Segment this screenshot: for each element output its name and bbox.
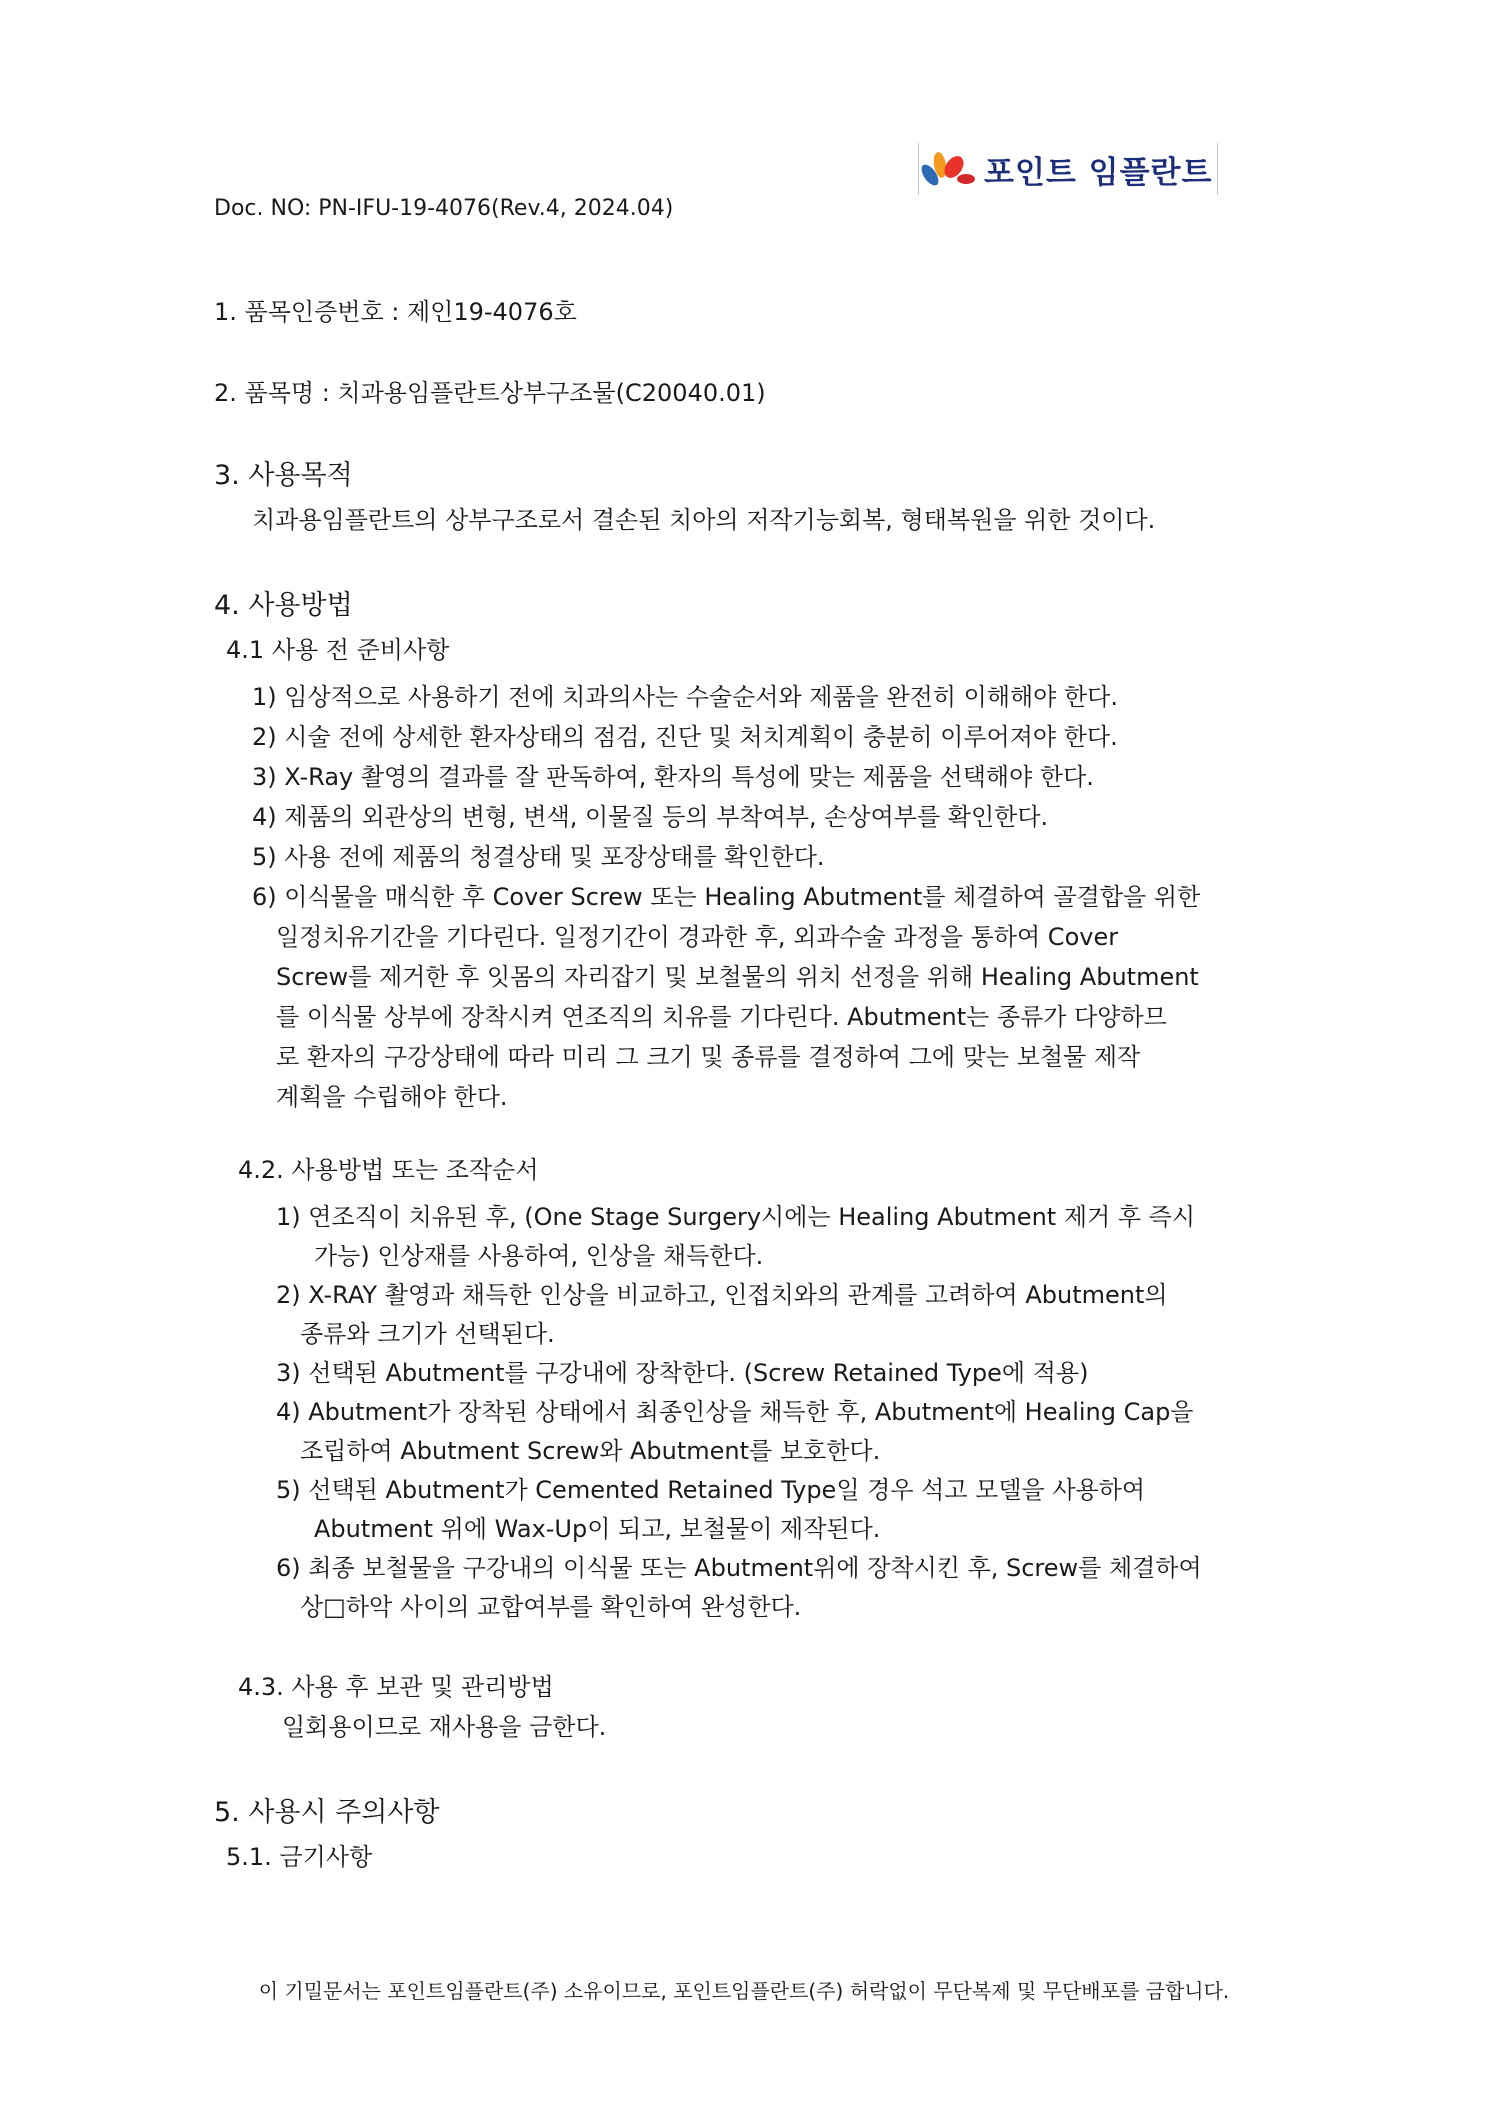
section-4-3-body: 일회용이므로 재사용을 금한다. [282,1713,607,1741]
section-3-body: 치과용임플란트의 상부구조로서 결손된 치아의 저작기능회복, 형태복원을 위한 것이다. [252,506,1156,534]
s41-line: 6) 이식물을 매식한 후 Cover Screw 또는 Healing Abutment를 체결하여 골결합을 위한 [252,883,1201,911]
s42-line: 2) X-RAY 촬영과 채득한 인상을 비교하고, 인접치와의 관계를 고려하여 Abutment의 [276,1281,1168,1309]
s41-line: 로 환자의 구강상태에 따라 미리 그 크기 및 종류를 결정하여 그에 맞는 보철물 제작 [276,1043,1141,1071]
section-3-title: 3. 사용목적 [214,460,353,491]
s42-line: 상□하악 사이의 교합여부를 확인하여 완성한다. [300,1593,802,1621]
s42-line: 종류와 크기가 선택된다. [300,1320,555,1348]
doc-number: Doc. NO: PN-IFU-19-4076(Rev.4, 2024.04) [214,196,674,221]
s42-line: 가능) 인상재를 사용하여, 인상을 채득한다. [314,1242,764,1270]
confidentiality-footer: 이 기밀문서는 포인트임플란트(주) 소유이므로, 포인트임플란트(주) 허락없이 무단복제 및 무단배포를 금합니다. [258,1979,1230,2003]
s41-line: 1) 임상적으로 사용하기 전에 치과의사는 수술순서와 제품을 완전히 이해해야 한다. [252,683,1118,711]
petal-logo-icon [918,149,976,189]
logo-right-rule [1217,143,1218,195]
s42-line: 5) 선택된 Abutment가 Cemented Retained Type일 경우 석고 모델을 사용하여 [276,1476,1146,1504]
s42-line: 1) 연조직이 치유된 후, (One Stage Surgery시에는 Healing Abutment 제거 후 즉시 [276,1203,1196,1231]
s41-line: 4) 제품의 외관상의 변형, 변색, 이물질 등의 부착여부, 손상여부를 확인한다. [252,803,1049,831]
s41-line: 계획을 수립해야 한다. [276,1083,508,1111]
s41-line: Screw를 제거한 후 잇몸의 자리잡기 및 보철물의 위치 선정을 위해 Healing Abutment [276,963,1199,991]
s41-line: 일정치유기간을 기다린다. 일정기간이 경과한 후, 외과수술 과정을 통하여 Cover [276,923,1119,951]
section-2-product-name: 2. 품목명 : 치과용임플란트상부구조물(C20040.01) [214,379,766,407]
s42-line: Abutment 위에 Wax-Up이 되고, 보철물이 제작된다. [314,1515,881,1543]
brand-logo [918,143,1212,195]
section-4-1-title: 4.1 사용 전 준비사항 [226,636,450,664]
s42-line: 3) 선택된 Abutment를 구강내에 장착한다. (Screw Retained Type에 적용) [276,1359,1089,1387]
s41-line: 5) 사용 전에 제품의 청결상태 및 포장상태를 확인한다. [252,843,825,871]
s42-line: 조립하여 Abutment Screw와 Abutment를 보호한다. [300,1437,881,1465]
s41-line: 를 이식물 상부에 장착시켜 연조직의 치유를 기다린다. Abutment는 종류가 다양하므 [276,1003,1167,1031]
s41-line: 3) X-Ray 촬영의 결과를 잘 판독하여, 환자의 특성에 맞는 제품을 선택해야 한다. [252,763,1094,791]
section-5-title: 5. 사용시 주의사항 [214,1797,440,1828]
section-5-1-title: 5.1. 금기사항 [226,1843,373,1871]
section-4-2-title: 4.2. 사용방법 또는 조작순서 [238,1156,539,1184]
s41-line: 2) 시술 전에 상세한 환자상태의 점검, 진단 및 처치계획이 충분히 이루어져야 한다. [252,723,1118,751]
s42-line: 6) 최종 보철물을 구강내의 이식물 또는 Abutment위에 장착시킨 후, Screw를 체결하여 [276,1554,1202,1582]
section-1-cert-number: 1. 품목인증번호 : 제인19-4076호 [214,298,577,326]
section-4-title: 4. 사용방법 [214,590,353,621]
s42-line: 4) Abutment가 장착된 상태에서 최종인상을 채득한 후, Abutment에 Healing Cap을 [276,1398,1194,1426]
section-4-3-title: 4.3. 사용 후 보관 및 관리방법 [238,1673,554,1701]
logo-text: 포인트 임플란트 [984,154,1213,191]
